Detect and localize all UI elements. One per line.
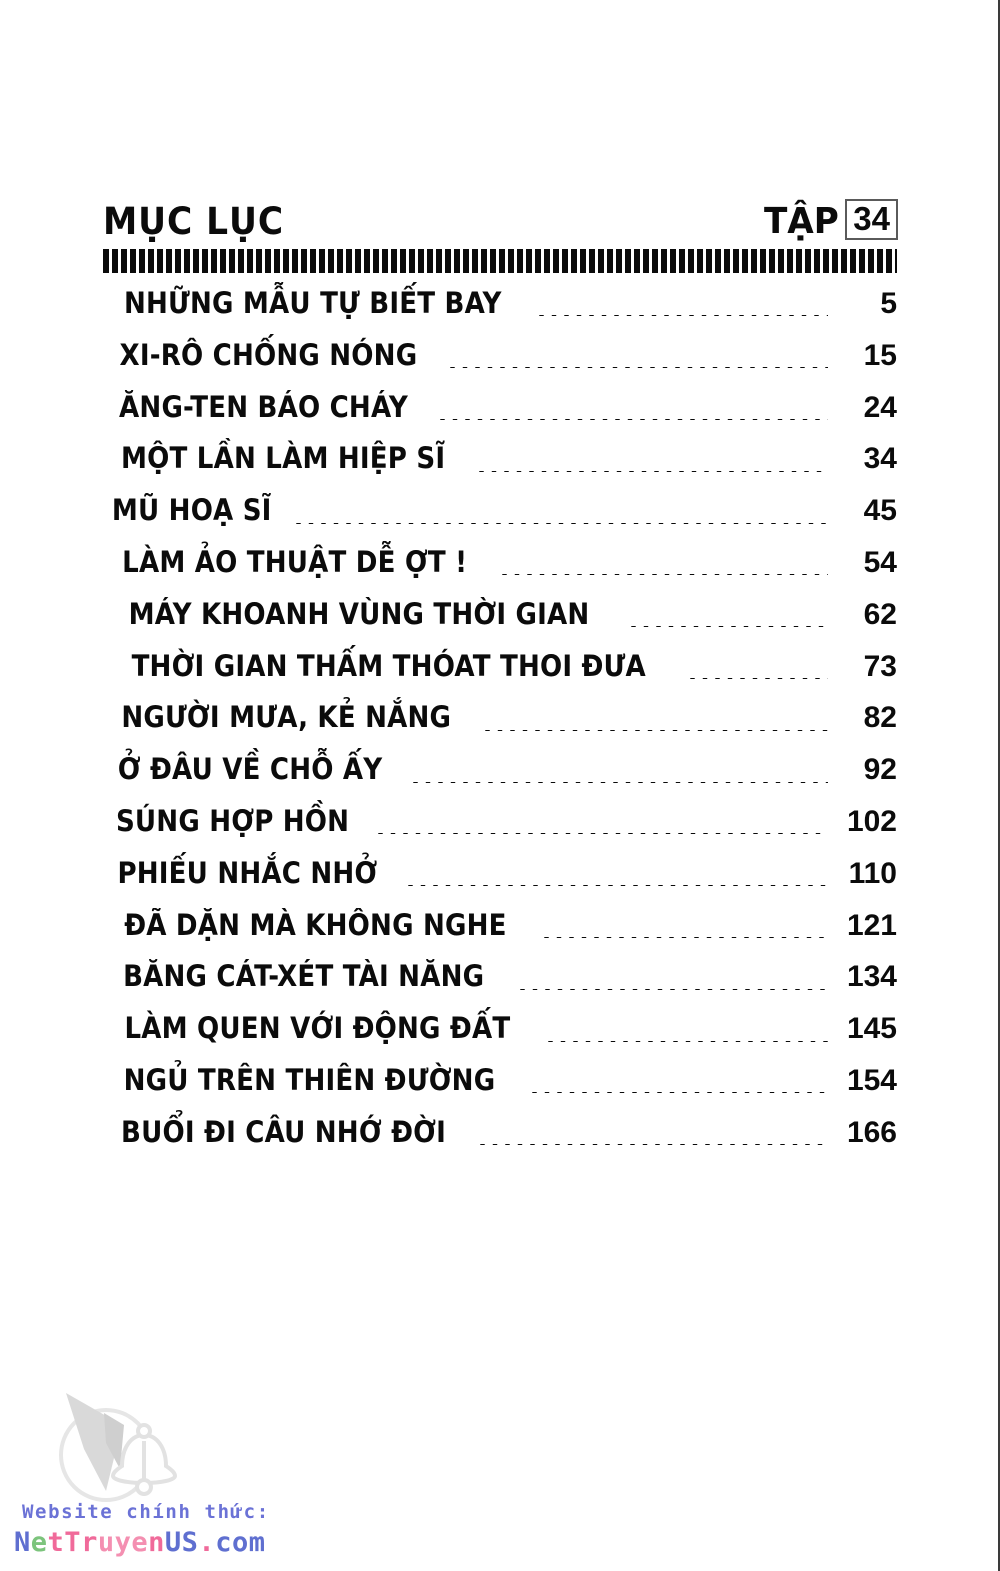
toc-page-number: 154 bbox=[846, 1063, 897, 1097]
toc-dot-leader bbox=[450, 367, 828, 368]
brand-letter: u bbox=[97, 1526, 115, 1558]
toc-dot-leader bbox=[408, 885, 828, 886]
toc-entry[interactable] bbox=[103, 493, 897, 545]
barcode-separator bbox=[103, 249, 897, 273]
toc-dot-leader bbox=[480, 1144, 828, 1145]
toc-entry-title: XI-RÔ CHỐNG NÓNG bbox=[119, 337, 418, 372]
toc-entry[interactable] bbox=[103, 441, 897, 493]
toc-page-number: 134 bbox=[846, 960, 897, 994]
brand-letter: c bbox=[215, 1526, 232, 1558]
footer-brand-url[interactable] bbox=[14, 1526, 422, 1560]
brand-letter: e bbox=[30, 1526, 48, 1558]
page-title: MỤC LỤC bbox=[103, 200, 285, 243]
site-footer bbox=[14, 1500, 422, 1559]
brand-letter: o bbox=[231, 1526, 249, 1558]
toc-entry[interactable] bbox=[103, 649, 897, 701]
toc-dot-leader bbox=[485, 730, 828, 731]
toc-entry-title: MỘT LẦN LÀM HIỆP SĨ bbox=[121, 441, 446, 476]
toc-page-number: 166 bbox=[846, 1115, 897, 1149]
toc-page-number: 110 bbox=[848, 856, 897, 890]
brand-letter: U bbox=[164, 1526, 182, 1558]
toc-page-number: 34 bbox=[863, 442, 897, 476]
toc-dot-leader bbox=[440, 419, 828, 420]
volume-indicator bbox=[760, 199, 898, 240]
toc-entry[interactable] bbox=[103, 390, 897, 442]
toc-dot-leader bbox=[479, 471, 828, 472]
toc-entry-title: ĂNG-TEN BÁO CHÁY bbox=[119, 389, 408, 424]
toc-entry-title: Ở ĐÂU VỀ CHỖ ẤY bbox=[117, 752, 383, 787]
toc-dot-leader bbox=[520, 989, 828, 990]
toc-entry[interactable] bbox=[103, 1063, 897, 1115]
toc-entry[interactable] bbox=[103, 597, 897, 649]
toc-entry-title: SÚNG HỢP HỒN bbox=[115, 803, 350, 838]
brand-letter: T bbox=[64, 1526, 82, 1558]
toc-dot-leader bbox=[690, 678, 828, 679]
toc-entry[interactable] bbox=[103, 1011, 897, 1063]
toc-entry[interactable] bbox=[103, 338, 897, 390]
toc-page-number: 54 bbox=[863, 545, 897, 579]
volume-number-box: 34 bbox=[845, 199, 898, 240]
toc-page-number: 102 bbox=[846, 804, 897, 838]
brand-letter: r bbox=[81, 1526, 98, 1558]
brand-letter: t bbox=[47, 1526, 65, 1558]
toc-page-number: 92 bbox=[863, 753, 897, 787]
toc-dot-leader bbox=[502, 574, 828, 575]
brand-letter: y bbox=[114, 1526, 132, 1558]
toc-entry-title: NGỦ TRÊN THIÊN ĐƯỜNG bbox=[123, 1062, 496, 1097]
toc-dot-leader bbox=[532, 1092, 828, 1093]
toc-entry-title: LÀM QUEN VỚI ĐỘNG ĐẤT bbox=[124, 1011, 511, 1046]
toc-dot-leader bbox=[296, 523, 828, 524]
toc-entry[interactable] bbox=[103, 804, 897, 856]
brand-letter: n bbox=[148, 1526, 165, 1558]
toc-entry-title: MÁY KHOANH VÙNG THỜI GIAN bbox=[128, 596, 590, 631]
toc-dot-leader bbox=[539, 315, 828, 316]
nettruyen-watermark-logo bbox=[44, 1383, 219, 1508]
toc-entry[interactable] bbox=[103, 856, 897, 908]
toc-entry[interactable] bbox=[103, 1115, 897, 1167]
toc-entry-title: BĂNG CÁT-XÉT TÀI NĂNG bbox=[123, 959, 485, 994]
toc-dot-leader bbox=[378, 833, 828, 834]
toc-page-number: 82 bbox=[863, 701, 897, 735]
toc-dot-leader bbox=[548, 1041, 828, 1042]
toc-entry[interactable] bbox=[103, 700, 897, 752]
toc-entry[interactable] bbox=[103, 908, 897, 960]
toc-entry[interactable] bbox=[103, 545, 897, 597]
toc-entry-list bbox=[103, 286, 897, 1167]
toc-entry[interactable] bbox=[103, 959, 897, 1011]
toc-entry-title: NHỮNG MẪU TỰ BIẾT BAY bbox=[123, 286, 502, 320]
toc-page-number: 15 bbox=[863, 338, 897, 372]
toc-dot-leader bbox=[413, 782, 828, 783]
toc-entry[interactable] bbox=[103, 752, 897, 804]
toc-entry-title: PHIẾU NHẮC NHỞ bbox=[117, 855, 378, 890]
toc-page-number: 5 bbox=[880, 287, 897, 320]
toc-page-number: 145 bbox=[846, 1012, 897, 1046]
toc-entry[interactable] bbox=[103, 286, 897, 338]
toc-page-number: 121 bbox=[846, 908, 897, 942]
brand-letter: . bbox=[198, 1526, 216, 1558]
toc-entry-title: ĐÃ DẶN MÀ KHÔNG NGHE bbox=[124, 907, 507, 942]
footer-caption: Website chính thức: bbox=[22, 1501, 270, 1523]
toc-entry-title: BUỔI ĐI CÂU NHỚ ĐỜI bbox=[121, 1114, 446, 1149]
toc-dot-leader bbox=[631, 626, 828, 627]
toc-entry-title: MŨ HOẠ SĨ bbox=[111, 493, 272, 528]
brand-letter: m bbox=[248, 1526, 266, 1558]
brand-letter: N bbox=[14, 1526, 31, 1558]
volume-label: TẬP bbox=[764, 201, 840, 242]
toc-entry-title: LÀM ẢO THUẬT DỄ ỢT ! bbox=[122, 544, 468, 579]
toc-header bbox=[103, 186, 898, 243]
toc-entry-title: NGƯỜI MƯA, KẺ NẮNG bbox=[121, 700, 452, 735]
toc-page-number: 62 bbox=[863, 597, 897, 631]
toc-page-number: 24 bbox=[863, 390, 897, 424]
toc-page-number: 73 bbox=[863, 649, 897, 683]
brand-letter: e bbox=[131, 1526, 149, 1558]
toc-dot-leader bbox=[544, 937, 828, 938]
brand-letter: S bbox=[181, 1526, 199, 1558]
toc-page-number: 45 bbox=[863, 494, 897, 528]
toc-entry-title: THỜI GIAN THẤM THÓAT THOI ĐƯA bbox=[131, 648, 646, 683]
